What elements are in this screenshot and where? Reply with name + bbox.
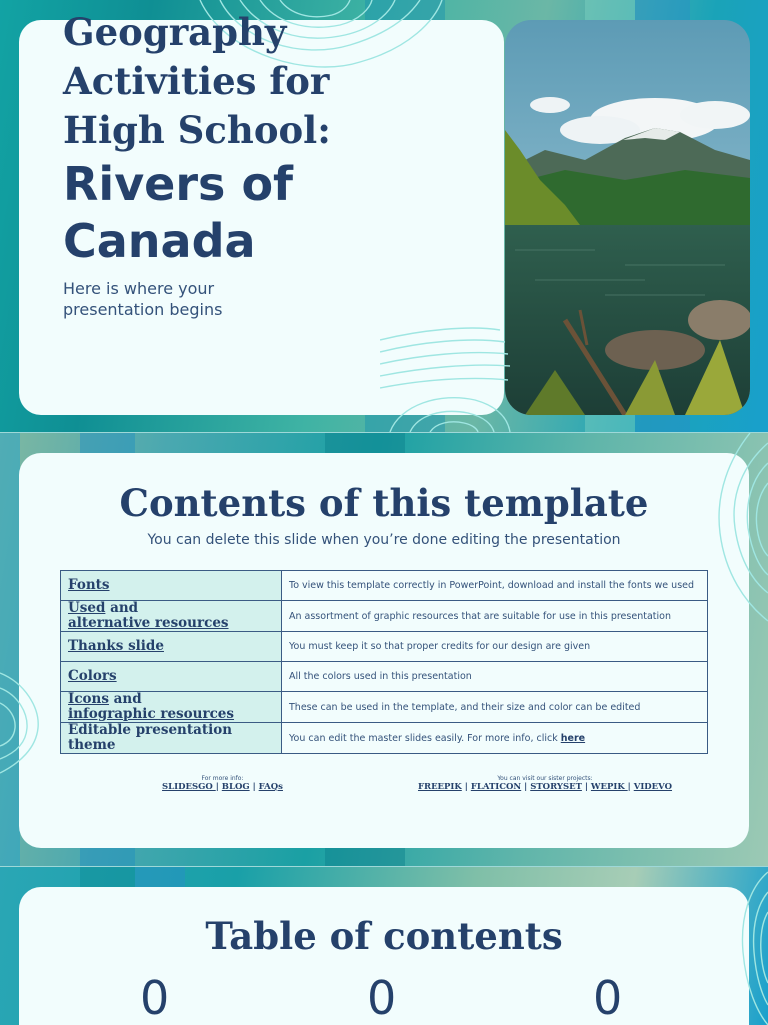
- key-joiner: and: [108, 691, 142, 707]
- subtitle-text: [63, 156, 443, 270]
- toc-number: 0: [593, 971, 623, 1025]
- freepik-link[interactable]: FREEPIK: [417, 782, 462, 792]
- row-desc: An assortment of graphic resources that are suitable for use in this presentation: [282, 601, 708, 632]
- contents-table: [60, 570, 708, 754]
- thanks-slide-link[interactable]: Thanks slide: [68, 638, 164, 654]
- storyset-link[interactable]: STORYSET: [530, 782, 582, 792]
- toc-title: Table of contents: [205, 914, 563, 958]
- used-link[interactable]: Used: [68, 600, 106, 616]
- footer-more-info: [120, 775, 325, 792]
- table-row: [61, 632, 708, 662]
- subtitle-line: Rivers of: [63, 157, 294, 211]
- row-desc: All the colors used in this presentation: [282, 662, 708, 692]
- infographic-resources-link[interactable]: infographic resources: [68, 706, 235, 722]
- section-subtitle: You can delete this slide when you’re done editing the presentation: [147, 532, 621, 548]
- footer-links: FREEPIK | FLATICON | STORYSET | WEPIK | VIDEVO: [417, 782, 673, 792]
- row-key: [61, 571, 282, 601]
- key-joiner: and: [105, 600, 139, 616]
- fonts-link[interactable]: Fonts: [68, 577, 110, 593]
- footer-caption: For more info:: [201, 775, 244, 782]
- here-link[interactable]: here: [560, 732, 586, 744]
- row-desc: To view this template correctly in PowerPoint, download and install the fonts we used: [282, 571, 708, 601]
- videvo-link[interactable]: VIDEVO: [633, 782, 673, 792]
- row-key: [61, 632, 282, 662]
- table-row: [61, 601, 708, 632]
- table-row: [61, 571, 708, 601]
- slide-title[interactable]: [0, 0, 768, 432]
- slidesgo-link[interactable]: SLIDESGO: [162, 782, 216, 792]
- toc-number: 0: [140, 971, 170, 1025]
- blog-link[interactable]: BLOG: [221, 782, 250, 792]
- row-key: [61, 601, 282, 632]
- mountain-lake-image: [505, 20, 750, 415]
- alternative-resources-link[interactable]: alternative resources: [68, 615, 229, 631]
- title-line: Geography: [63, 10, 287, 54]
- row-desc: [282, 723, 708, 754]
- title-line: Activities for: [63, 59, 330, 103]
- row-key: [61, 692, 282, 723]
- slide-contents-template[interactable]: [0, 432, 768, 867]
- colors-link[interactable]: Colors: [68, 668, 117, 684]
- row-key: Editable presentation theme: [61, 723, 282, 754]
- subtitle-line: Canada: [63, 214, 256, 268]
- tagline: Here is where your presentation begins: [63, 279, 223, 319]
- landscape-photo: [505, 20, 750, 415]
- table-row: [61, 692, 708, 723]
- row-key: [61, 662, 282, 692]
- toc-number: 0: [367, 971, 397, 1025]
- title-line: High School:: [63, 108, 331, 152]
- row-desc: You must keep it so that proper credits for our design are given: [282, 632, 708, 662]
- slide-table-of-contents[interactable]: [0, 866, 768, 1025]
- footer-sister-projects: [395, 775, 695, 792]
- row-desc-text: You can edit the master slides easily. For more info, click: [289, 732, 561, 744]
- section-title: Contents of this template: [119, 481, 649, 525]
- faqs-link[interactable]: FAQs: [258, 782, 283, 792]
- table-row: [61, 662, 708, 692]
- icons-link[interactable]: Icons: [68, 691, 109, 707]
- wepik-link[interactable]: WEPIK: [590, 782, 628, 792]
- title-text: [63, 8, 483, 155]
- footer-links: SLIDESGO | BLOG | FAQs: [162, 782, 283, 792]
- row-desc: These can be used in the template, and their size and color can be edited: [282, 692, 708, 723]
- table-row: [61, 723, 708, 754]
- footer-caption: You can visit our sister projects:: [497, 775, 593, 782]
- flaticon-link[interactable]: FLATICON: [470, 782, 522, 792]
